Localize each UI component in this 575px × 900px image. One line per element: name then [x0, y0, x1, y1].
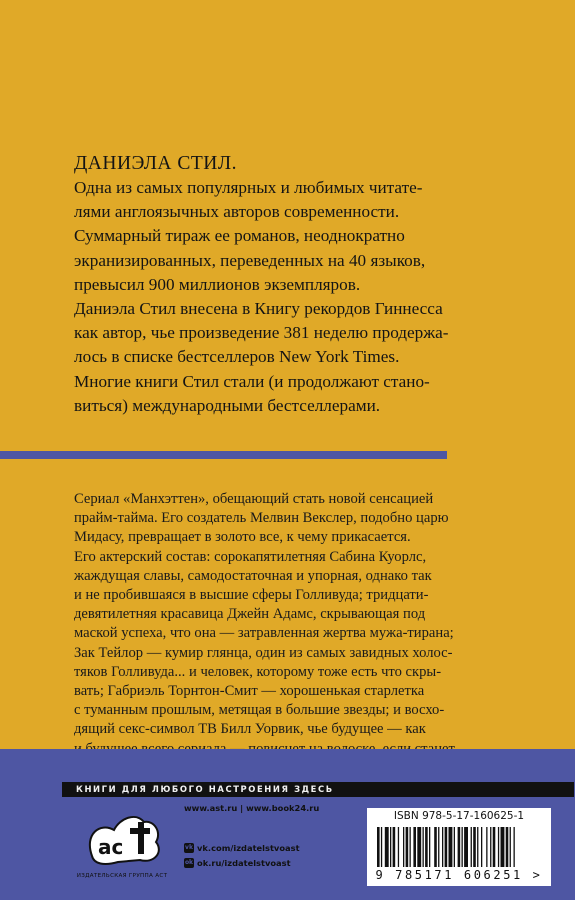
- synopsis-line: тяков Голливуда... и человек, которому тоже есть что скры-: [74, 663, 442, 680]
- synopsis-line: жаждущая славы, самодостаточная и упорная, однако так: [74, 567, 432, 584]
- bio-line: Даниэла Стил внесена в Книгу рекордов Гиннесса: [74, 299, 443, 319]
- synopsis-line: Сериал «Манхэттен», обещающий стать новой сенсацией: [74, 491, 434, 507]
- author-bio: [74, 176, 544, 418]
- synopsis-line: девятилетняя красавица Джейн Адамс, скрывающая под: [74, 606, 426, 623]
- synopsis-line: прайм-тайма. Его создатель Мелвин Векслер, подобно царю: [74, 510, 449, 527]
- barcode-icon: [377, 827, 541, 869]
- ok-link-text: ok.ru/izdatelstvoast: [197, 858, 291, 868]
- bio-line: Одна из самых популярных и любимых читате-: [74, 178, 423, 197]
- ast-logo-icon: [78, 804, 166, 870]
- bio-line: превысил 900 миллионов экземпляров.: [74, 274, 361, 294]
- synopsis-line: и не пробившаяся в высшие сферы Голливуда; тридцати-: [74, 587, 429, 604]
- blue-divider-bar: [0, 451, 447, 459]
- barcode-digits: 9 785171 606251 >: [375, 868, 543, 882]
- publisher-name: ИЗДАТЕЛЬСКАЯ ГРУППА АСТ: [76, 873, 168, 879]
- publisher-logo: [78, 804, 166, 870]
- synopsis-line: Мидасу, превращает в золото все, к чему прикасается.: [74, 529, 411, 546]
- tagline-banner: КНИГИ ДЛЯ ЛЮБОГО НАСТРОЕНИЯ ЗДЕСЬ: [62, 782, 574, 797]
- synopsis-line: Зак Тейлор — кумир глянца, один из самых завидных холос-: [74, 644, 453, 661]
- vk-link[interactable]: [184, 843, 300, 853]
- bio-line: экранизированных, переведенных на 40 языков,: [74, 250, 426, 270]
- barcode-box: [367, 808, 551, 886]
- bio-line: как автор, чье произведение 381 неделю продержа-: [74, 323, 449, 343]
- synopsis-line: дящий секс-символ ТВ Билл Уорвик, чье будущее — как: [74, 721, 426, 738]
- bio-line: лями англоязычных авторов современности.: [74, 202, 400, 222]
- ok-icon: ok: [184, 859, 194, 866]
- synopsis-line: вать; Габриэль Торнтон-Смит — хорошенькая старлетка: [74, 683, 425, 700]
- vk-link-text: vk.com/izdatelstvoast: [197, 843, 300, 853]
- synopsis-line: с туманным прошлым, метящая в большие звезды; и восхо-: [74, 702, 445, 719]
- bio-line: лось в списке бестселлеров New York Times.: [74, 347, 400, 367]
- synopsis: [74, 490, 544, 778]
- isbn-text: ISBN 978-5-17-160625-1: [393, 810, 525, 822]
- author-block: [74, 152, 544, 418]
- synopsis-line: маской успеха, что она — затравленная жертва мужа-тирана;: [74, 625, 454, 642]
- synopsis-line: Его актерский состав: сорокапятилетняя Сабина Куорлс,: [74, 548, 427, 565]
- bio-line: виться) международными бестселлерами.: [74, 395, 381, 415]
- websites[interactable]: www.ast.ru | www.book24.ru: [184, 803, 320, 813]
- bio-line: Суммарный тираж ее романов, неоднократно: [74, 226, 405, 246]
- bio-line: Многие книги Стил стали (и продолжают стано-: [74, 371, 430, 391]
- logo-text: ac: [98, 835, 124, 859]
- ok-link[interactable]: [184, 858, 291, 868]
- author-title: ДАНИЭЛА СТИЛ.: [74, 153, 237, 174]
- vk-icon: vk: [185, 844, 193, 851]
